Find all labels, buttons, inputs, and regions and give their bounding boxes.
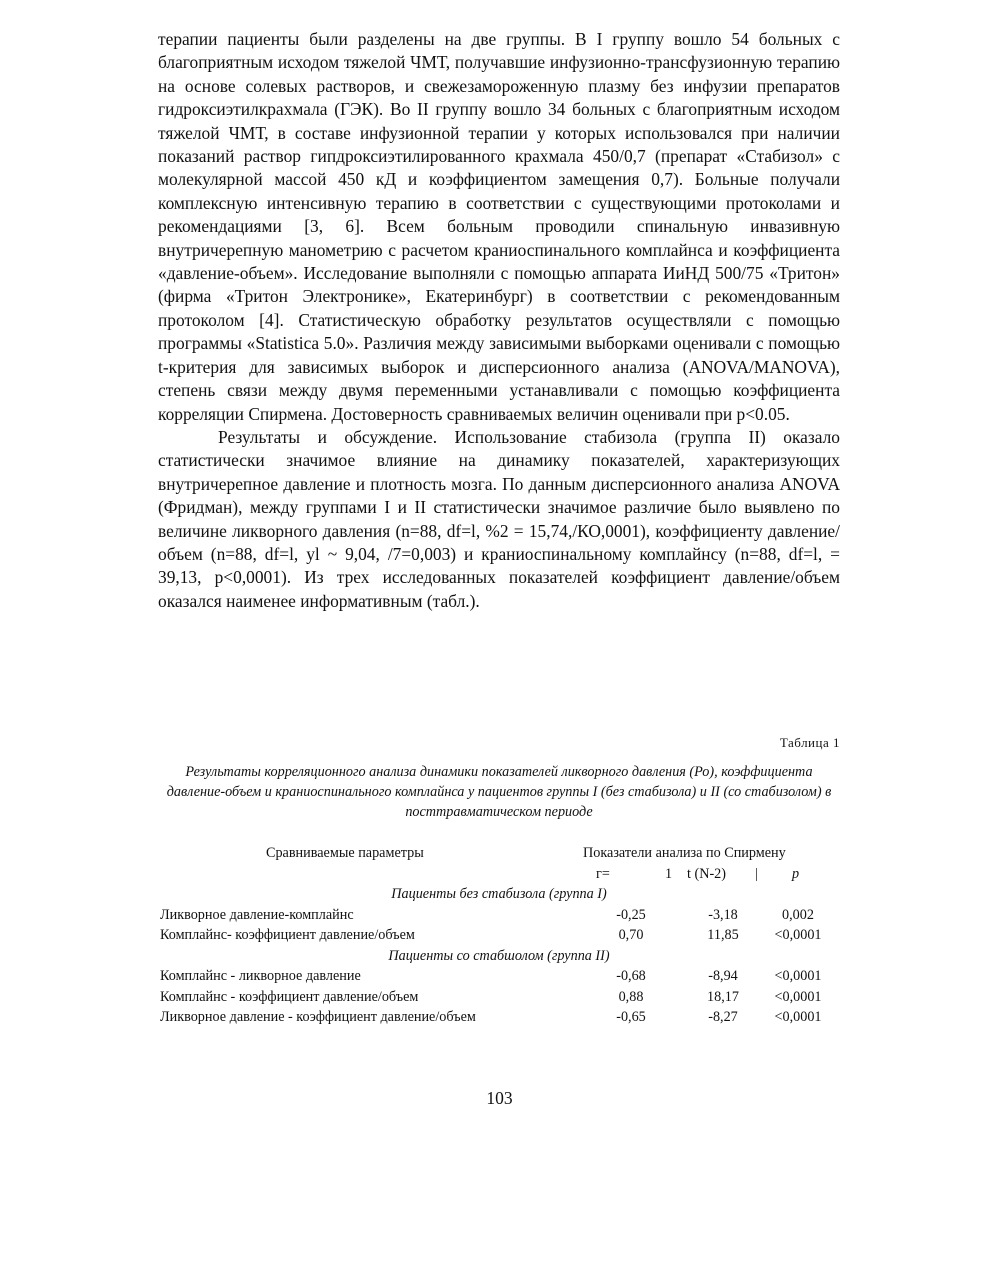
subheader-bar: | [755, 865, 758, 882]
cell-t: 18,17 [707, 988, 739, 1005]
table-row [158, 987, 840, 1008]
table-row [158, 966, 840, 987]
cell-param: Комплайнс- коэффициент давление/объем [160, 927, 415, 943]
group-title-2: Пациенты со стабшолом (группа II) [388, 947, 610, 964]
table-subheader-row [158, 864, 840, 885]
cell-r: -0,68 [616, 968, 646, 984]
paragraph-results: Результаты и обсуждение. Использование стабизола (группа II) оказало статистически значимое влияние на динамику показателей, характеризующих внутричерепное давление и плотность мозга. По данным дисперсионного анализа ANOVA (Фридман), между группами I и II статистически значимое различие было выявлено по величине ликворного давления (n=88, df=l, %2 = 15,74,/КО,0001), коэффициенту давление/объем (n=88, df=l, yl ~ 9,04, /7=0,003) и краниоспинальному комплайнсу (n=88, df=l, = 39,13, р<0,0001). Из трех исследованных показателей коэффициент давление/объем оказался наименее информативным (табл.). [158, 426, 840, 611]
group-row [158, 946, 840, 967]
correlation-table [158, 843, 840, 1028]
cell-p: <0,0001 [774, 927, 822, 943]
cell-p: <0,0001 [774, 968, 822, 984]
body-text [158, 28, 840, 613]
subheader-one: 1 [665, 865, 673, 882]
cell-p: 0,002 [782, 906, 814, 923]
cell-p: <0,0001 [774, 1009, 822, 1025]
header-spearman: Показатели анализа по Спирмену [583, 845, 786, 861]
cell-r: 0,70 [618, 927, 644, 943]
cell-p: <0,0001 [774, 988, 822, 1005]
page-number: 103 [486, 1088, 513, 1108]
table-label: Таблица 1 [779, 735, 840, 750]
cell-param: Ликворное давление - коэффициент давление/объем [160, 1009, 476, 1025]
cell-t: -8,94 [708, 968, 738, 984]
cell-t: 11,85 [707, 927, 739, 943]
cell-r: -0,65 [616, 1009, 646, 1025]
group-title-1: Пациенты без стабизола (группа I) [391, 886, 607, 902]
subheader-p: p [792, 865, 800, 882]
table-caption: Результаты корреляционного анализа динамики показателей ликворного давления (Ро), коэффициента давление-объем и краниоспинального комплайнса у пациентов группы I (без стабизола) и II (со стабизолом) в посттравматическом периоде [166, 764, 832, 820]
cell-param: Комплайнс - коэффициент давление/объем [160, 988, 419, 1005]
cell-param: Комплайнс - ликворное давление [160, 968, 361, 984]
cell-r: -0,25 [616, 906, 646, 923]
subheader-t: t (N-2) [687, 865, 727, 882]
table-row [158, 925, 840, 946]
cell-param: Ликворное давление-комплайнс [160, 906, 354, 923]
table-header-row [158, 843, 840, 864]
table-row [158, 1007, 840, 1028]
cell-t: -8,27 [708, 1009, 738, 1025]
header-params: Сравниваемые параметры [266, 845, 424, 861]
group-row [158, 884, 840, 905]
cell-t: -3,18 [708, 906, 738, 923]
table-row [158, 905, 840, 926]
subheader-r: г= [596, 865, 610, 882]
cell-r: 0,88 [618, 988, 644, 1005]
paragraph-methods: терапии пациенты были разделены на две группы. В I группу вошло 54 больных с благоприятным исходом тяжелой ЧМТ, получавшие инфузионно-трансфузионную терапию на основе солевых растворов, и свежезамороженную плазму без инфузии препаратов гидроксиэтилкрахмала (ГЭК). Во II группу вошло 34 больных с благоприятным исходом тяжелой ЧМТ, в составе инфузионной терапии у которых использовался при наличии показаний раствор гипдроксиэтилированного крахмала 450/0,7 (препарат «Стабизол» с молекулярной массой 450 кД и коэффициентом замещения 0,7). Больные получали комплексную интенсивную терапию в соответствии с существующими протоколами и рекомендациями [3, 6]. Всем больным проводили спинальную инвазивную внутричерепную манометрию с расчетом краниоспинального комплайнса и коэффициента «давление-объем». Исследование выполняли с помощью аппарата ИиНД 500/75 «Тритон» (фирма «Тритон Электронике», Екатеринбург) в соответствии с рекомендованным протоколом [4]. Статистическую обработку результатов осуществляли с помощью программы «Statistica 5.0». Различия между зависимыми выборками оценивали с помощью t-критерия для зависимых выборок и дисперсионного анализа (ANOVA/MANOVA), степень связи между двумя переменными устанавливали с помощью коэффициента корреляции Спирмена. Достоверность сравниваемых величин оценивали при р<0.05. [158, 29, 840, 424]
